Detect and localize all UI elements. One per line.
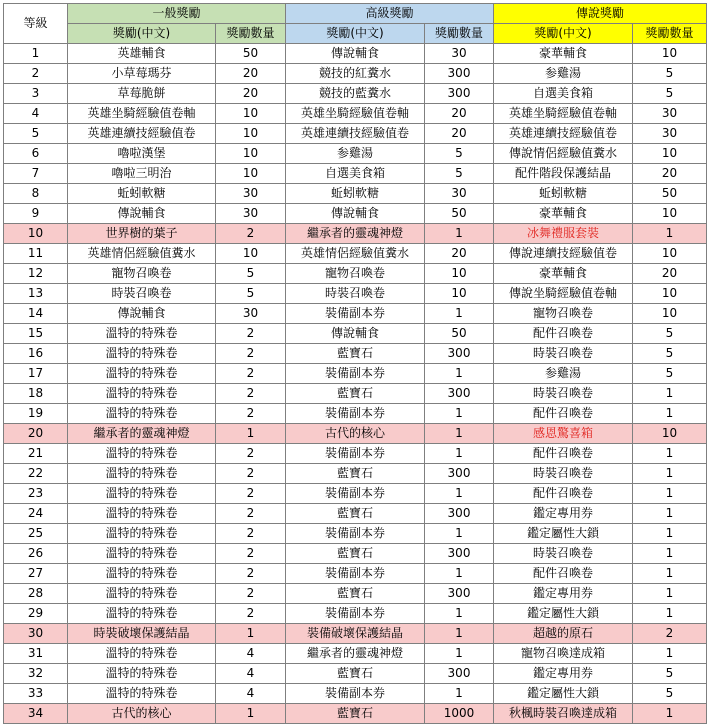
advanced-item-cell: 英雄連續技經驗值卷	[286, 124, 425, 144]
general-item-cell: 溫特的特殊卷	[68, 644, 216, 664]
advanced-qty-cell: 1	[425, 604, 494, 624]
legend-item-cell: 鑑定專用券	[494, 664, 633, 684]
general-qty-cell: 2	[216, 344, 286, 364]
advanced-item-cell: 裝備副本券	[286, 524, 425, 544]
general-item-cell: 古代的核心	[68, 704, 216, 724]
general-reward-header: 一般獎勵	[68, 4, 286, 24]
general-item-cell: 溫特的特殊卷	[68, 524, 216, 544]
general-qty-cell: 20	[216, 64, 286, 84]
reward-rows	[4, 44, 707, 724]
legend-qty-cell: 5	[633, 344, 707, 364]
legend-item-cell: 寵物召喚達成箱	[494, 644, 633, 664]
level-cell: 24	[4, 504, 68, 524]
general-qty-cell: 50	[216, 44, 286, 64]
legend-qty-cell: 1	[633, 224, 707, 244]
level-cell: 21	[4, 444, 68, 464]
general-qty-cell: 2	[216, 224, 286, 244]
level-cell: 27	[4, 564, 68, 584]
legend-reward-header: 傳說獎勵	[494, 4, 707, 24]
advanced-item-cell: 藍寶石	[286, 664, 425, 684]
general-qty-cell: 10	[216, 244, 286, 264]
advanced-qty-cell: 20	[425, 244, 494, 264]
level-cell: 16	[4, 344, 68, 364]
legend-qty-cell: 5	[633, 324, 707, 344]
advanced-item-cell: 藍寶石	[286, 384, 425, 404]
level-cell: 22	[4, 464, 68, 484]
level-cell: 17	[4, 364, 68, 384]
general-qty-cell: 2	[216, 564, 286, 584]
legend-item-cell: 豪華輔食	[494, 44, 633, 64]
general-qty-cell: 2	[216, 544, 286, 564]
level-cell: 5	[4, 124, 68, 144]
table-row	[4, 404, 707, 424]
table-row	[4, 144, 707, 164]
level-cell: 30	[4, 624, 68, 644]
advanced-qty-cell: 1	[425, 404, 494, 424]
legend-qty-cell: 5	[633, 84, 707, 104]
advanced-item-header: 獎勵(中文)	[286, 24, 425, 44]
legend-item-cell: 配件召喚卷	[494, 324, 633, 344]
legend-qty-cell: 20	[633, 264, 707, 284]
advanced-item-cell: 藍寶石	[286, 504, 425, 524]
advanced-item-cell: 競技的藍糞水	[286, 84, 425, 104]
table-row	[4, 484, 707, 504]
level-cell: 10	[4, 224, 68, 244]
general-item-cell: 溫特的特殊卷	[68, 544, 216, 564]
advanced-item-cell: 藍寶石	[286, 704, 425, 724]
advanced-qty-cell: 300	[425, 64, 494, 84]
legend-qty-cell: 5	[633, 664, 707, 684]
general-item-cell: 溫特的特殊卷	[68, 584, 216, 604]
advanced-item-cell: 藍寶石	[286, 584, 425, 604]
table-row	[4, 584, 707, 604]
table-row	[4, 504, 707, 524]
level-cell: 6	[4, 144, 68, 164]
general-qty-cell: 10	[216, 164, 286, 184]
general-item-cell: 時裝召喚卷	[68, 284, 216, 304]
general-qty-cell: 2	[216, 444, 286, 464]
legend-qty-cell: 30	[633, 104, 707, 124]
advanced-item-cell: 裝備破壞保護結晶	[286, 624, 425, 644]
general-item-cell: 英雄輔食	[68, 44, 216, 64]
general-qty-cell: 10	[216, 104, 286, 124]
general-qty-cell: 1	[216, 704, 286, 724]
advanced-item-cell: 傳說輔食	[286, 324, 425, 344]
legend-qty-cell: 1	[633, 564, 707, 584]
table-row	[4, 164, 707, 184]
general-qty-cell: 4	[216, 684, 286, 704]
advanced-qty-cell: 50	[425, 204, 494, 224]
level-cell: 14	[4, 304, 68, 324]
advanced-qty-cell: 1000	[425, 704, 494, 724]
legend-qty-cell: 2	[633, 624, 707, 644]
legend-item-cell: 傳說連續技經驗值卷	[494, 244, 633, 264]
general-qty-cell: 2	[216, 604, 286, 624]
general-item-cell: 寵物召喚卷	[68, 264, 216, 284]
general-item-cell: 蚯蚓軟糖	[68, 184, 216, 204]
advanced-item-cell: 裝備副本券	[286, 484, 425, 504]
general-item-cell: 小草莓瑪芬	[68, 64, 216, 84]
table-row	[4, 544, 707, 564]
reward-table	[3, 3, 707, 724]
general-item-cell: 英雄連續技經驗值卷	[68, 124, 216, 144]
legend-item-cell: 鑑定專用券	[494, 504, 633, 524]
general-qty-cell: 2	[216, 584, 286, 604]
advanced-qty-cell: 1	[425, 524, 494, 544]
general-item-cell: 溫特的特殊卷	[68, 484, 216, 504]
legend-qty-header: 獎勵數量	[633, 24, 707, 44]
legend-qty-cell: 10	[633, 144, 707, 164]
legend-item-cell: 豪華輔食	[494, 264, 633, 284]
general-qty-cell: 4	[216, 664, 286, 684]
legend-item-cell: 秋楓時裝召喚達成箱	[494, 704, 633, 724]
level-cell: 3	[4, 84, 68, 104]
general-qty-cell: 1	[216, 424, 286, 444]
advanced-qty-cell: 300	[425, 504, 494, 524]
general-item-cell: 嚕啦三明治	[68, 164, 216, 184]
legend-qty-cell: 50	[633, 184, 707, 204]
legend-qty-cell: 10	[633, 204, 707, 224]
general-item-cell: 溫特的特殊卷	[68, 664, 216, 684]
advanced-reward-header: 高級獎勵	[286, 4, 494, 24]
legend-item-cell: 配件召喚卷	[494, 484, 633, 504]
table-row	[4, 344, 707, 364]
level-cell: 19	[4, 404, 68, 424]
legend-item-cell: 鑑定屬性大鎖	[494, 604, 633, 624]
legend-qty-cell: 1	[633, 504, 707, 524]
table-row	[4, 364, 707, 384]
general-item-cell: 時裝破壞保護結晶	[68, 624, 216, 644]
legend-qty-cell: 10	[633, 244, 707, 264]
legend-item-cell: 英雄坐騎經驗值卷軸	[494, 104, 633, 124]
legend-item-cell: 配件召喚卷	[494, 404, 633, 424]
general-item-cell: 溫特的特殊卷	[68, 604, 216, 624]
general-item-cell: 嚕啦漢堡	[68, 144, 216, 164]
legend-qty-cell: 10	[633, 284, 707, 304]
level-cell: 4	[4, 104, 68, 124]
table-row	[4, 244, 707, 264]
legend-item-cell: 寵物召喚卷	[494, 304, 633, 324]
table-row	[4, 564, 707, 584]
general-qty-cell: 30	[216, 304, 286, 324]
table-row	[4, 64, 707, 84]
advanced-item-cell: 裝備副本券	[286, 444, 425, 464]
level-cell: 15	[4, 324, 68, 344]
advanced-qty-cell: 10	[425, 284, 494, 304]
legend-item-cell: 時裝召喚卷	[494, 384, 633, 404]
legend-qty-cell: 1	[633, 644, 707, 664]
legend-item-cell: 傳說坐騎經驗值卷軸	[494, 284, 633, 304]
advanced-item-cell: 繼承者的靈魂神燈	[286, 224, 425, 244]
advanced-item-cell: 傳說輔食	[286, 44, 425, 64]
legend-item-cell: 鑑定專用券	[494, 584, 633, 604]
level-cell: 9	[4, 204, 68, 224]
table-row	[4, 424, 707, 444]
legend-qty-cell: 1	[633, 544, 707, 564]
general-item-cell: 英雄情侶經驗值糞水	[68, 244, 216, 264]
legend-item-cell: 配件召喚卷	[494, 564, 633, 584]
general-item-header: 獎勵(中文)	[68, 24, 216, 44]
level-cell: 13	[4, 284, 68, 304]
general-item-cell: 英雄坐騎經驗值卷軸	[68, 104, 216, 124]
general-qty-cell: 2	[216, 504, 286, 524]
general-qty-cell: 2	[216, 384, 286, 404]
level-cell: 26	[4, 544, 68, 564]
general-qty-cell: 1	[216, 624, 286, 644]
advanced-item-cell: 裝備副本券	[286, 564, 425, 584]
legend-item-cell: 感恩驚喜箱	[494, 424, 633, 444]
table-row	[4, 44, 707, 64]
legend-item-cell: 蚯蚓軟糖	[494, 184, 633, 204]
advanced-qty-cell: 1	[425, 564, 494, 584]
advanced-qty-cell: 30	[425, 184, 494, 204]
column-header-row	[4, 24, 707, 44]
advanced-item-cell: 藍寶石	[286, 464, 425, 484]
legend-qty-cell: 20	[633, 164, 707, 184]
general-qty-cell: 2	[216, 364, 286, 384]
legend-item-cell: 超越的原石	[494, 624, 633, 644]
advanced-item-cell: 繼承者的靈魂神燈	[286, 644, 425, 664]
advanced-qty-cell: 1	[425, 444, 494, 464]
level-cell: 12	[4, 264, 68, 284]
general-qty-cell: 30	[216, 204, 286, 224]
advanced-qty-cell: 300	[425, 84, 494, 104]
table-row	[4, 604, 707, 624]
advanced-item-cell: 時裝召喚卷	[286, 284, 425, 304]
legend-qty-cell: 1	[633, 524, 707, 544]
legend-item-cell: 時裝召喚卷	[494, 544, 633, 564]
level-cell: 33	[4, 684, 68, 704]
level-cell: 29	[4, 604, 68, 624]
legend-item-cell: 傳說情侶經驗值糞水	[494, 144, 633, 164]
advanced-item-cell: 裝備副本券	[286, 604, 425, 624]
legend-qty-cell: 10	[633, 44, 707, 64]
advanced-qty-cell: 1	[425, 364, 494, 384]
group-header-row	[4, 4, 707, 24]
level-cell: 20	[4, 424, 68, 444]
level-cell: 1	[4, 44, 68, 64]
legend-qty-cell: 1	[633, 404, 707, 424]
legend-item-cell: 参雞湯	[494, 364, 633, 384]
advanced-item-cell: 藍寶石	[286, 544, 425, 564]
legend-qty-cell: 1	[633, 464, 707, 484]
advanced-qty-cell: 1	[425, 304, 494, 324]
advanced-qty-cell: 300	[425, 544, 494, 564]
table-row	[4, 664, 707, 684]
level-cell: 11	[4, 244, 68, 264]
general-qty-header: 獎勵數量	[216, 24, 286, 44]
legend-item-cell: 配件召喚卷	[494, 444, 633, 464]
legend-qty-cell: 5	[633, 684, 707, 704]
table-row	[4, 704, 707, 724]
table-row	[4, 524, 707, 544]
advanced-item-cell: 英雄情侶經驗值糞水	[286, 244, 425, 264]
advanced-qty-cell: 50	[425, 324, 494, 344]
table-row	[4, 84, 707, 104]
general-qty-cell: 5	[216, 284, 286, 304]
advanced-item-cell: 競技的紅糞水	[286, 64, 425, 84]
advanced-item-cell: 裝備副本券	[286, 684, 425, 704]
legend-qty-cell: 1	[633, 704, 707, 724]
legend-item-cell: 時裝召喚卷	[494, 344, 633, 364]
general-qty-cell: 20	[216, 84, 286, 104]
legend-item-cell: 冰舞禮服套裝	[494, 224, 633, 244]
table-row	[4, 464, 707, 484]
advanced-qty-cell: 30	[425, 44, 494, 64]
general-item-cell: 溫特的特殊卷	[68, 504, 216, 524]
advanced-qty-cell: 1	[425, 484, 494, 504]
advanced-item-cell: 藍寶石	[286, 344, 425, 364]
legend-item-cell: 鑑定屬性大鎖	[494, 524, 633, 544]
general-item-cell: 溫特的特殊卷	[68, 344, 216, 364]
table-row	[4, 124, 707, 144]
legend-qty-cell: 10	[633, 304, 707, 324]
level-cell: 32	[4, 664, 68, 684]
advanced-qty-cell: 1	[425, 684, 494, 704]
level-header: 等級	[4, 4, 68, 44]
table-row	[4, 684, 707, 704]
general-item-cell: 繼承者的靈魂神燈	[68, 424, 216, 444]
advanced-qty-cell: 1	[425, 624, 494, 644]
general-qty-cell: 2	[216, 464, 286, 484]
table-row	[4, 624, 707, 644]
legend-item-cell: 配件階段保護結晶	[494, 164, 633, 184]
advanced-item-cell: 自選美食箱	[286, 164, 425, 184]
legend-qty-cell: 10	[633, 424, 707, 444]
advanced-qty-cell: 20	[425, 124, 494, 144]
advanced-qty-cell: 1	[425, 224, 494, 244]
general-item-cell: 傳說輔食	[68, 204, 216, 224]
advanced-qty-cell: 1	[425, 424, 494, 444]
general-item-cell: 溫特的特殊卷	[68, 684, 216, 704]
legend-qty-cell: 1	[633, 604, 707, 624]
general-qty-cell: 4	[216, 644, 286, 664]
table-row	[4, 204, 707, 224]
table-row	[4, 224, 707, 244]
advanced-item-cell: 蚯蚓軟糖	[286, 184, 425, 204]
advanced-qty-cell: 300	[425, 384, 494, 404]
general-qty-cell: 2	[216, 484, 286, 504]
legend-item-cell: 鑑定屬性大鎖	[494, 684, 633, 704]
general-qty-cell: 2	[216, 324, 286, 344]
advanced-item-cell: 英雄坐騎經驗值卷軸	[286, 104, 425, 124]
general-item-cell: 草莓脆餅	[68, 84, 216, 104]
level-cell: 2	[4, 64, 68, 84]
advanced-qty-header: 獎勵數量	[425, 24, 494, 44]
legend-qty-cell: 1	[633, 384, 707, 404]
legend-qty-cell: 1	[633, 444, 707, 464]
table-row	[4, 444, 707, 464]
advanced-qty-cell: 300	[425, 584, 494, 604]
table-row	[4, 264, 707, 284]
advanced-qty-cell: 10	[425, 264, 494, 284]
advanced-item-cell: 古代的核心	[286, 424, 425, 444]
general-qty-cell: 5	[216, 264, 286, 284]
general-qty-cell: 10	[216, 144, 286, 164]
advanced-qty-cell: 300	[425, 664, 494, 684]
advanced-item-cell: 傳說輔食	[286, 204, 425, 224]
general-item-cell: 溫特的特殊卷	[68, 324, 216, 344]
table-row	[4, 304, 707, 324]
table-row	[4, 644, 707, 664]
general-item-cell: 溫特的特殊卷	[68, 464, 216, 484]
table-row	[4, 384, 707, 404]
table-row	[4, 284, 707, 304]
legend-item-cell: 時裝召喚卷	[494, 464, 633, 484]
advanced-qty-cell: 5	[425, 164, 494, 184]
advanced-qty-cell: 5	[425, 144, 494, 164]
legend-qty-cell: 1	[633, 584, 707, 604]
general-item-cell: 溫特的特殊卷	[68, 564, 216, 584]
advanced-qty-cell: 1	[425, 644, 494, 664]
level-cell: 7	[4, 164, 68, 184]
general-qty-cell: 10	[216, 124, 286, 144]
advanced-item-cell: 裝備副本券	[286, 304, 425, 324]
table-row	[4, 324, 707, 344]
general-item-cell: 溫特的特殊卷	[68, 384, 216, 404]
level-cell: 25	[4, 524, 68, 544]
level-cell: 34	[4, 704, 68, 724]
legend-item-cell: 参雞湯	[494, 64, 633, 84]
advanced-item-cell: 裝備副本券	[286, 404, 425, 424]
legend-qty-cell: 5	[633, 364, 707, 384]
advanced-qty-cell: 20	[425, 104, 494, 124]
table-row	[4, 104, 707, 124]
advanced-qty-cell: 300	[425, 344, 494, 364]
general-item-cell: 傳說輔食	[68, 304, 216, 324]
general-item-cell: 溫特的特殊卷	[68, 404, 216, 424]
level-cell: 18	[4, 384, 68, 404]
level-cell: 8	[4, 184, 68, 204]
general-qty-cell: 2	[216, 524, 286, 544]
legend-item-header: 獎勵(中文)	[494, 24, 633, 44]
general-qty-cell: 30	[216, 184, 286, 204]
advanced-item-cell: 寵物召喚卷	[286, 264, 425, 284]
level-cell: 28	[4, 584, 68, 604]
advanced-item-cell: 参雞湯	[286, 144, 425, 164]
legend-qty-cell: 30	[633, 124, 707, 144]
level-cell: 23	[4, 484, 68, 504]
advanced-item-cell: 裝備副本券	[286, 364, 425, 384]
general-item-cell: 世界樹的葉子	[68, 224, 216, 244]
level-cell: 31	[4, 644, 68, 664]
advanced-qty-cell: 300	[425, 464, 494, 484]
legend-qty-cell: 5	[633, 64, 707, 84]
general-item-cell: 溫特的特殊卷	[68, 444, 216, 464]
legend-item-cell: 豪華輔食	[494, 204, 633, 224]
legend-item-cell: 自選美食箱	[494, 84, 633, 104]
legend-item-cell: 英雄連續技經驗值卷	[494, 124, 633, 144]
general-item-cell: 溫特的特殊卷	[68, 364, 216, 384]
legend-qty-cell: 1	[633, 484, 707, 504]
general-qty-cell: 2	[216, 404, 286, 424]
table-row	[4, 184, 707, 204]
